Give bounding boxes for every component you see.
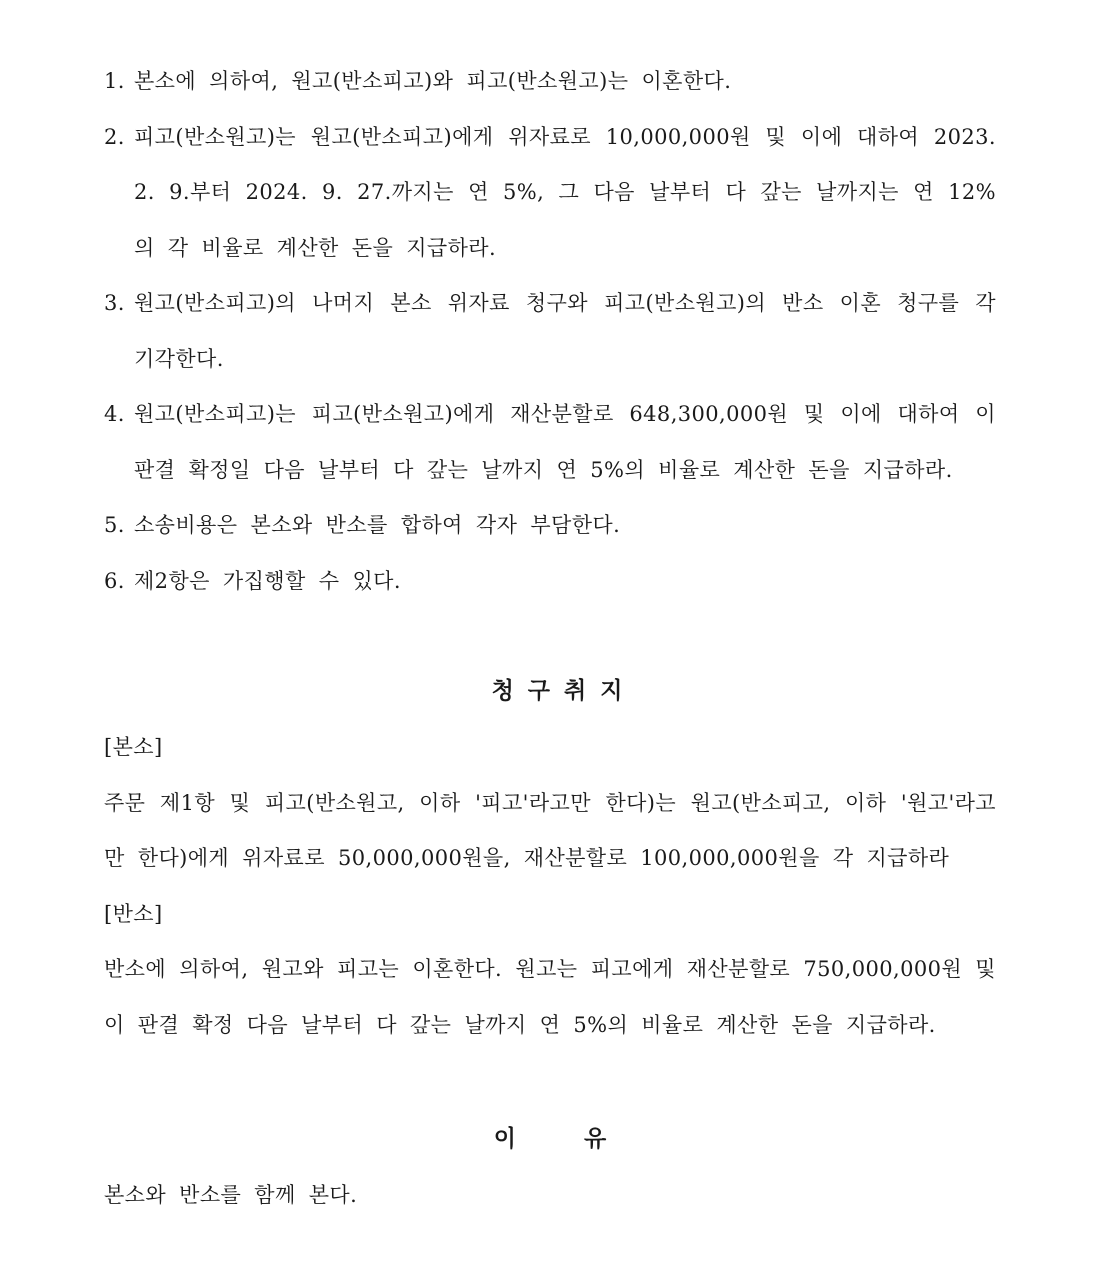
order-item-number: 6. xyxy=(104,568,125,593)
counter-claim-text: 반소에 의하여, 원고와 피고는 이혼한다. 원고는 피고에게 재산분할로 750,000,000원 및 이 판결 확정 다음 날부터 다 갚는 날까지 연 5%의 비율로 계산한 돈을 지급하라. xyxy=(104,957,996,1037)
claims-body xyxy=(104,720,996,1053)
counter-claim-label: [반소] xyxy=(104,901,163,926)
order-item-number: 1. xyxy=(104,69,125,93)
reasons-body xyxy=(104,1168,996,1224)
order-item-text: 제2항은 가집행할 수 있다. xyxy=(134,568,401,593)
order-item-number: 5. xyxy=(104,513,125,537)
order-item-5 xyxy=(104,498,996,554)
order-item-text: 피고(반소원고)는 원고(반소피고)에게 위자료로 10,000,000원 및 이에 대하여 2023. 2. 9.부터 2024. 9. 27.까지는 연 5%, 그 다음 날부터 다 갚는 날까지는 연 12%의 각 비율로 계산한 돈을 지급하라. xyxy=(134,124,996,260)
order-item-text: 소송비용은 본소와 반소를 합하여 각자 부담한다. xyxy=(134,513,621,537)
order-item-3 xyxy=(104,276,996,387)
order-item-1 xyxy=(104,54,996,110)
claims-heading: 청구취지 xyxy=(491,678,637,704)
order-list xyxy=(104,54,996,609)
main-claim-label: [본소] xyxy=(104,735,163,759)
order-item-number: 2. xyxy=(104,124,125,149)
order-item-2 xyxy=(104,110,996,277)
order-item-text: 본소에 의하여, 원고(반소피고)와 피고(반소원고)는 이혼한다. xyxy=(134,69,732,93)
main-claim-text: 주문 제1항 및 피고(반소원고, 이하 '피고'라고만 한다)는 원고(반소피고, 이하 '원고'라고만 한다)에게 위자료로 50,000,000원을, 재산분할로 100,000,000원을 각 지급하라 xyxy=(104,790,996,870)
order-item-6 xyxy=(104,554,996,610)
order-item-text: 원고(반소피고)의 나머지 본소 위자료 청구와 피고(반소원고)의 반소 이혼 청구를 각 기각한다. xyxy=(134,291,996,371)
order-item-4 xyxy=(104,387,996,498)
reasons-heading: 이 유 xyxy=(493,1126,607,1152)
order-item-number: 4. xyxy=(104,402,125,426)
order-item-number: 3. xyxy=(104,291,125,315)
reasons-text: 본소와 반소를 함께 본다. xyxy=(104,1183,358,1207)
order-item-text: 원고(반소피고)는 피고(반소원고)에게 재산분할로 648,300,000원 및 이에 대하여 이 판결 확정일 다음 날부터 다 갚는 날까지 연 5%의 비율로 계산한 돈을 지급하라. xyxy=(134,402,996,482)
